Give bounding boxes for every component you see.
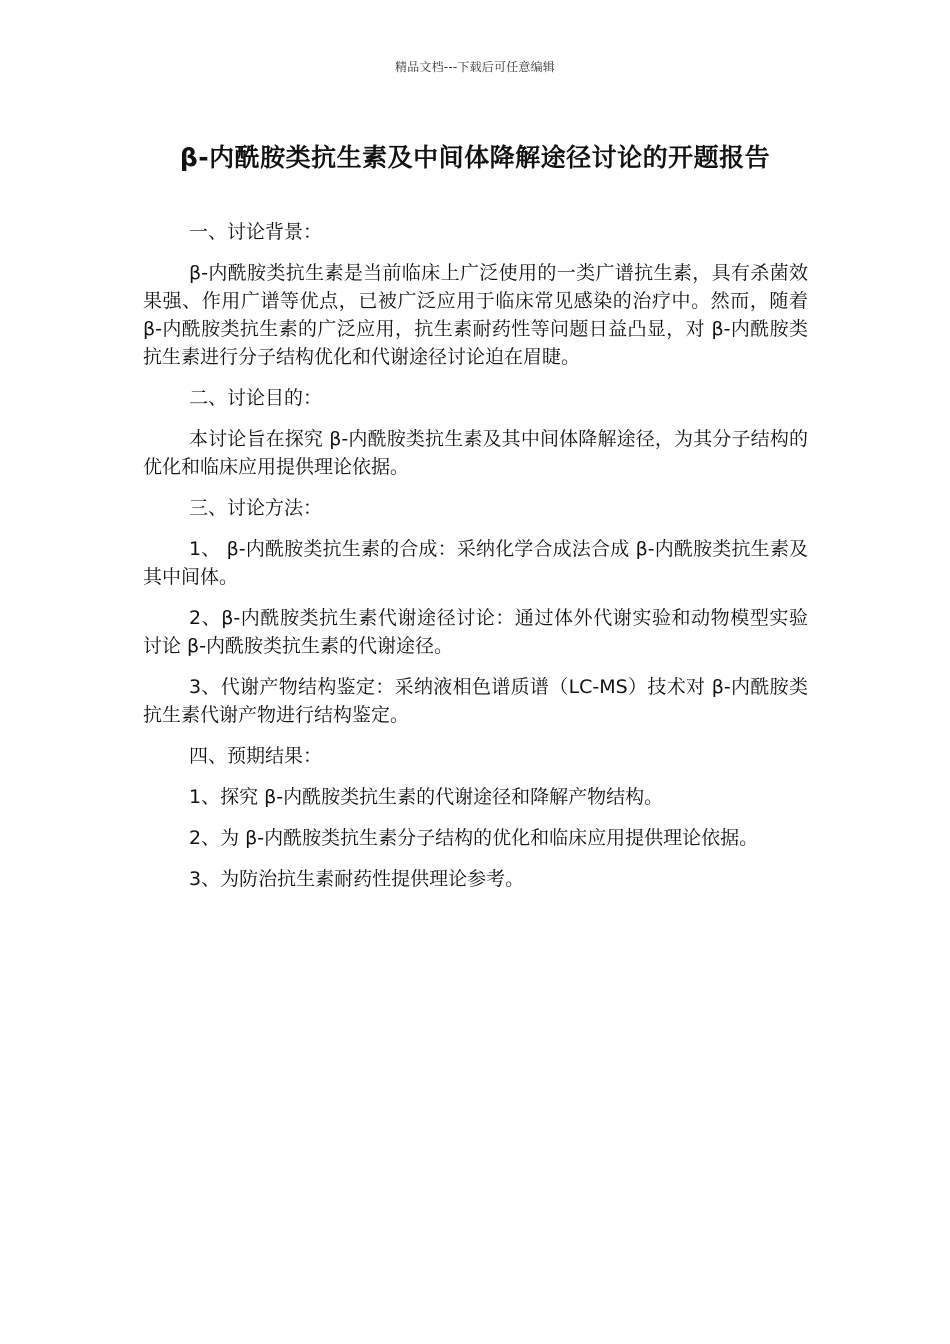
method-item-3: 3、代谢产物结构鉴定：采纳液相色谱质谱（LC-MS）技术对 β-内酰胺类抗生素代谢产物进行结构鉴定。	[143, 676, 808, 726]
header-note: 精品文档---下载后可任意编辑	[395, 60, 555, 74]
method-item-1: 1、 β-内酰胺类抗生素的合成：采纳化学合成法合成 β-内酰胺类抗生素及其中间体。	[143, 538, 808, 588]
paragraph-background: β-内酰胺类抗生素是当前临床上广泛使用的一类广谱抗生素，具有杀菌效果强、作用广谱等优点，已被广泛应用于临床常见感染的治疗中。然而，随着 β-内酰胺类抗生素的广泛应用，抗生素耐药性等问题日益凸显，对 β-内酰胺类抗生素进行分子结构优化和代谢途径讨论迫在眉睫。	[143, 262, 808, 368]
result-item-1: 1、探究 β-内酰胺类抗生素的代谢途径和降解产物结构。	[189, 786, 664, 808]
section-heading-purpose: 二、讨论目的：	[189, 387, 323, 409]
section-heading-background: 一、讨论背景：	[189, 221, 323, 243]
section-heading-methods: 三、讨论方法：	[189, 497, 323, 519]
paragraph-purpose: 本讨论旨在探究 β-内酰胺类抗生素及其中间体降解途径，为其分子结构的优化和临床应用提供理论依据。	[143, 428, 808, 478]
document-body	[143, 218, 808, 906]
section-heading-expected-results: 四、预期结果：	[189, 745, 323, 767]
method-item-2: 2、β-内酰胺类抗生素代谢途径讨论：通过体外代谢实验和动物模型实验讨论 β-内酰胺类抗生素的代谢途径。	[143, 607, 808, 657]
document-title: β-内酰胺类抗生素及中间体降解途径讨论的开题报告	[179, 143, 771, 172]
result-item-2: 2、为 β-内酰胺类抗生素分子结构的优化和临床应用提供理论依据。	[189, 827, 759, 849]
result-item-3: 3、为防治抗生素耐药性提供理论参考。	[189, 868, 525, 890]
